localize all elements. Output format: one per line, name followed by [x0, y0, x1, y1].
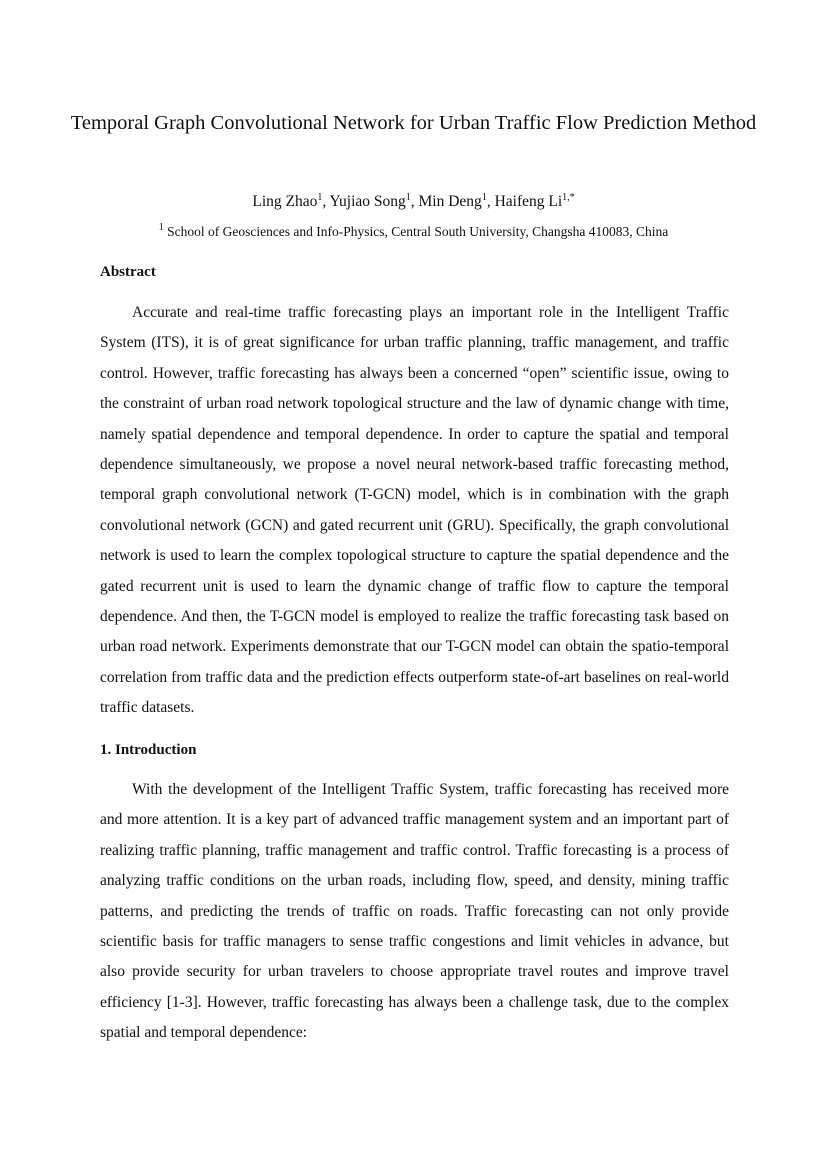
author-affiliation-mark: 1,*: [562, 192, 575, 203]
author-affiliation-mark: 1: [405, 192, 411, 203]
affiliation: [0, 221, 827, 243]
author-affiliation-mark: 1: [317, 192, 323, 203]
author-affiliation-mark: 1: [481, 192, 487, 203]
author-name: Ling Zhao: [252, 193, 318, 210]
abstract-heading: Abstract: [100, 264, 156, 280]
affiliation-text: School of Geosciences and Info-Physics, Central South University, Changsha 410083, China: [167, 224, 669, 239]
author-list: Ling Zhao$^1$, Yujiao Song$^1$, Min Deng$^1$, Haifeng $Li^{1,*}$: [252, 192, 575, 210]
author-name: Yujiao Song: [329, 193, 406, 210]
author-name: Min Deng: [418, 193, 482, 210]
introduction-heading: 1. Introduction: [100, 742, 197, 758]
abstract-text: Accurate and real-time traffic forecasting plays an important role in the Intelligent Traffic System (ITS), it is of great significance for urban traffic planning, traffic management, and traffic control. However, traffic forecasting has always been a concerned “open” scientific issue, owing to the constraint of urban road network topological structure and the law of dynamic change with time, namely spatial dependence and temporal dependence. In order to capture the spatial and temporal dependence simultaneously, we propose a novel neural network-based traffic forecasting method, temporal graph convolutional network (T-GCN) model, which is in combination with the graph convolutional network (GCN) and gated recurrent unit (GRU). Specifically, the graph convolutional network is used to learn the complex topological structure to capture the spatial dependence and the gated recurrent unit is used to learn the dynamic change of traffic flow to capture the temporal dependence. And then, the T-GCN model is employed to realize the traffic forecasting task based on urban road network. Experiments demonstrate that our T-GCN model can obtain the spatio-temporal correlation from traffic data and the prediction effects outperform state-of-art baselines on real-world traffic datasets.: [100, 304, 729, 717]
paper-title: Temporal Graph Convolutional Network for Urban Traffic Flow Prediction Method: [70, 112, 757, 134]
affiliation-mark: 1: [158, 222, 164, 233]
introduction-text: With the development of the Intelligent Traffic System, traffic forecasting has received more and more attention. It is a key part of advanced traffic management system and an important part of realizing traffic planning, traffic management and traffic control. Traffic forecasting is a process of analyzing traffic conditions on the urban roads, including flow, speed, and density, mining traffic patterns, and predicting the trends of traffic on roads. Traffic forecasting can not only provide scientific basis for traffic managers to sense traffic congestions and limit vehicles in advance, but also provide security for urban travelers to choose appropriate travel routes and improve travel efficiency [1-3]. However, traffic forecasting has always been a challenge task, due to the complex spatial and temporal dependence:: [100, 781, 729, 1042]
author-name: Haifeng Li: [494, 193, 563, 210]
